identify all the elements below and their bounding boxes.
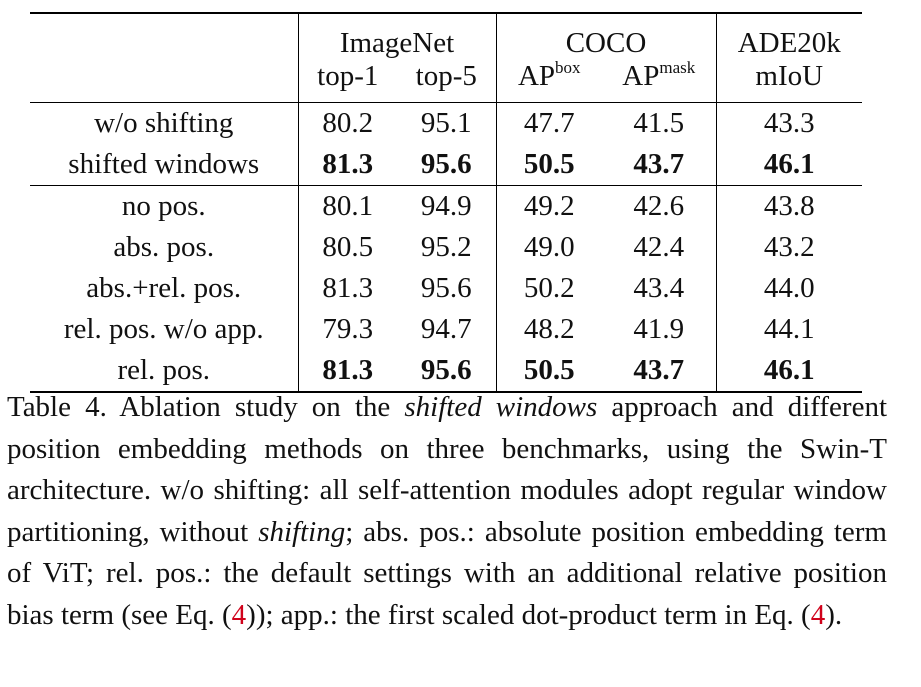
cell-ap-mask: 41.9 <box>633 313 685 345</box>
cell-miou: 44.0 <box>716 268 862 309</box>
header-ap-box-base: AP <box>517 60 556 92</box>
table-row <box>30 103 862 145</box>
cell-miou: 43.8 <box>716 186 862 228</box>
header-coco: COCO <box>496 13 716 60</box>
header-ap-box <box>496 60 602 103</box>
ablation-table <box>30 12 862 393</box>
header-top1: top-1 <box>298 60 397 103</box>
cell-ap-mask: 43.4 <box>633 272 685 304</box>
row-label: no pos. <box>121 190 206 222</box>
row-label: abs.+rel. pos. <box>86 272 242 304</box>
cell-ap-box: 49.2 <box>496 186 602 228</box>
cell-top1: 80.2 <box>298 103 397 145</box>
cell-top1: 81.3 <box>298 350 397 392</box>
header-ade20k: ADE20k <box>716 13 862 60</box>
cell-top1: 81.3 <box>298 144 397 186</box>
cell-top5: 94.9 <box>420 190 472 222</box>
caption-emphasis: shifting <box>258 515 346 548</box>
header-empty-cell <box>30 13 298 60</box>
cell-top1: 80.5 <box>298 227 397 268</box>
row-label: shifted windows <box>30 144 298 186</box>
cell-miou: 43.3 <box>716 103 862 145</box>
cell-ap-box: 49.0 <box>496 227 602 268</box>
header-ap-mask <box>602 60 716 103</box>
cell-top1: 79.3 <box>298 309 397 350</box>
table-row <box>30 268 862 309</box>
cell-ap-mask: 43.7 <box>602 350 716 392</box>
equation-reference-link[interactable]: 4 <box>231 598 247 631</box>
cell-ap-box: 50.5 <box>496 144 602 186</box>
cell-top5: 94.7 <box>420 313 472 345</box>
cell-ap-mask: 41.5 <box>633 107 685 139</box>
row-label: w/o shifting <box>94 107 234 139</box>
row-label: abs. pos. <box>113 231 215 263</box>
table-row <box>30 186 862 228</box>
table-row <box>30 144 862 186</box>
cell-ap-mask: 42.6 <box>633 190 685 222</box>
equation-reference-link[interactable]: 4 <box>810 598 826 631</box>
cell-top5: 95.2 <box>420 231 472 263</box>
cell-miou: 46.1 <box>716 350 862 392</box>
header-empty-cell <box>30 60 298 103</box>
cell-top5: 95.6 <box>397 350 496 392</box>
cell-ap-box: 48.2 <box>496 309 602 350</box>
header-ap-box-sup: box <box>555 58 581 77</box>
caption-emphasis: shifted windows <box>404 391 598 423</box>
header-row-metrics <box>30 60 862 103</box>
caption-text: ; abs. pos.: absolute position embedding term of ViT; rel. pos.: the default settings with an additional relative position bias term (see Eq. ( <box>7 515 887 631</box>
row-label: rel. pos. <box>30 350 298 392</box>
cell-miou: 46.1 <box>716 144 862 186</box>
caption-text: ). <box>825 598 843 631</box>
caption-text: approach and different position embedding methods on three benchmarks, using the Swin-T architecture. w/o shifting: all self-attention modules adopt regular window partitioning, without <box>7 391 887 548</box>
cell-top5: 95.1 <box>420 107 472 139</box>
cell-ap-box: 50.2 <box>496 268 602 309</box>
cell-ap-box: 50.5 <box>496 350 602 392</box>
cell-top1: 81.3 <box>298 268 397 309</box>
header-miou: mIoU <box>716 60 862 103</box>
header-ap-mask-sup: mask <box>659 58 696 77</box>
row-label: rel. pos. w/o app. <box>63 313 264 345</box>
cell-top5: 95.6 <box>420 272 472 304</box>
cell-ap-mask: 43.7 <box>602 144 716 186</box>
cell-ap-mask: 42.4 <box>633 231 685 263</box>
ablation-table-container <box>30 12 862 393</box>
table-caption <box>7 387 887 636</box>
header-imagenet: ImageNet <box>298 13 496 60</box>
table-row <box>30 227 862 268</box>
cell-top5: 95.6 <box>397 144 496 186</box>
caption-text: Table 4. Ablation study on the <box>7 391 405 423</box>
table-row <box>30 309 862 350</box>
header-ap-mask-base: AP <box>622 60 660 92</box>
header-top5: top-5 <box>397 60 496 103</box>
cell-miou: 44.1 <box>716 309 862 350</box>
header-row-groups <box>30 13 862 60</box>
table-row <box>30 350 862 392</box>
cell-top1: 80.1 <box>298 186 397 228</box>
cell-miou: 43.2 <box>716 227 862 268</box>
caption-text: )); app.: the first scaled dot-product term in Eq. ( <box>246 598 811 631</box>
cell-ap-box: 47.7 <box>496 103 602 145</box>
